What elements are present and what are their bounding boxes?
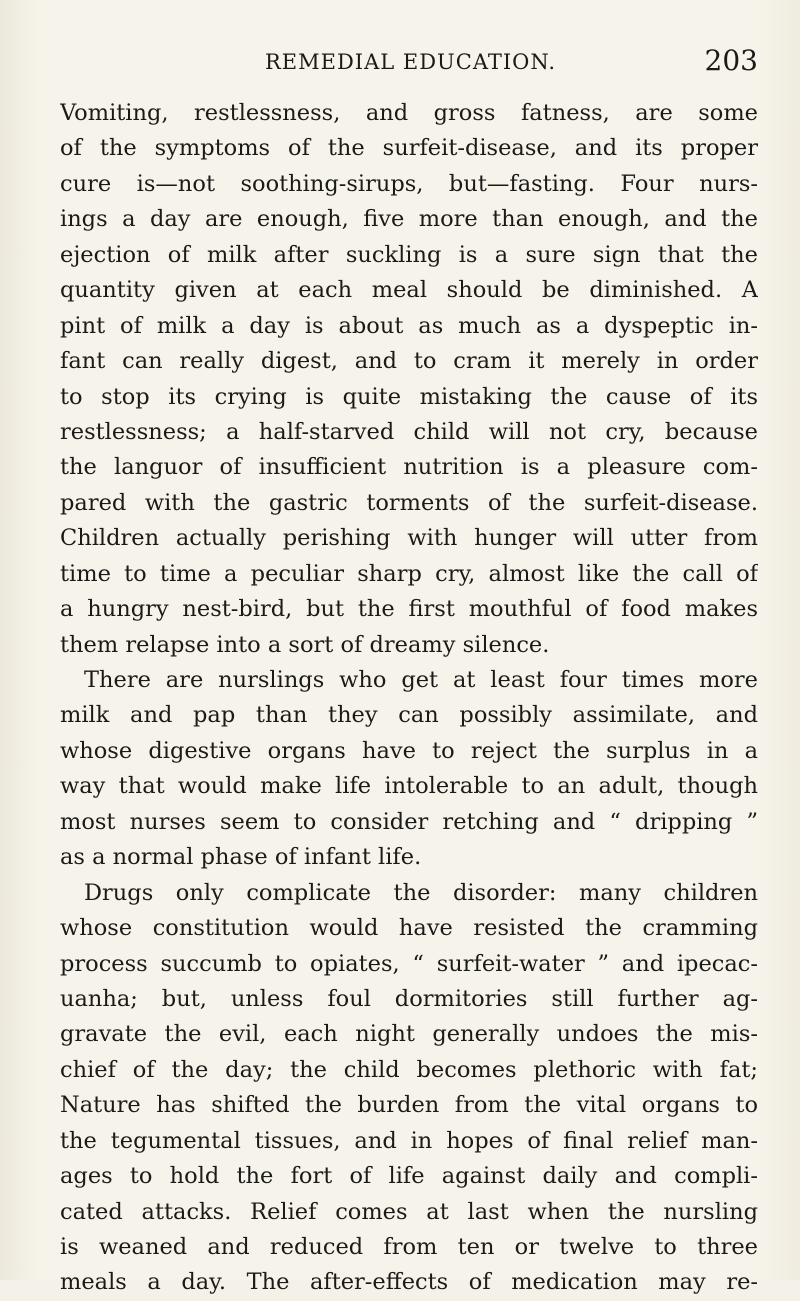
text-line: them relapse into a sort of dreamy silence.	[60, 631, 550, 658]
text-line: gravate the evil, each night generally undoes the mis-	[60, 1021, 758, 1048]
text-line: uanha; but, unless foul dormitories still further ag-	[60, 985, 758, 1012]
text-line: time to time a peculiar sharp cry, almost like the call of	[60, 560, 758, 587]
text-line: the tegumental tissues, and in hopes of final relief man-	[60, 1127, 758, 1154]
text-line: cated attacks. Relief comes at last when the nursling	[60, 1198, 758, 1225]
text-line: cure is—not soothing-sirups, but—fasting. Four nurs-	[60, 170, 758, 197]
text-line: a hungry nest-bird, but the first mouthful of food makes	[60, 596, 758, 623]
text-line: process succumb to opiates, “ surfeit-water ” and ipecac-	[60, 950, 758, 977]
text-line: Vomiting, restlessness, and gross fatness, are some	[60, 100, 758, 126]
body-text	[60, 96, 758, 1301]
text-line: pint of milk a day is about as much as a dyspeptic in-	[60, 312, 758, 339]
text-line: chief of the day; the child becomes plethoric with fat;	[60, 1056, 758, 1083]
page-number: 203	[704, 44, 758, 77]
text-line: pared with the gastric torments of the surfeit-disease.	[60, 489, 758, 516]
text-line: as a normal phase of infant life.	[60, 844, 422, 871]
text-line: meals a day. The after-effects of medication may re-	[60, 1269, 758, 1296]
running-title: REMEDIAL EDUCATION.	[265, 50, 557, 74]
text-line: Children actually perishing with hunger will utter from	[60, 525, 758, 552]
text-line: way that would make life intolerable to an adult, though	[60, 773, 758, 800]
text-line: most nurses seem to consider retching and “ dripping ”	[60, 808, 758, 835]
text-line: to stop its crying is quite mistaking the cause of its	[60, 383, 758, 410]
text-line: the languor of insufficient nutrition is a pleasure com-	[60, 454, 758, 481]
text-line: whose digestive organs have to reject the surplus in a	[60, 737, 758, 764]
text-line: whose constitution would have resisted the cramming	[60, 915, 758, 942]
text-line: ings a day are enough, five more than enough, and the	[60, 206, 758, 233]
text-line: milk and pap than they can possibly assimilate, and	[60, 702, 758, 729]
text-line: There are nurslings who get at least four times more	[84, 667, 758, 693]
text-line: ages to hold the fort of life against daily and compli-	[60, 1163, 758, 1190]
text-line: Drugs only complicate the disorder: many children	[84, 879, 758, 906]
text-line: quantity given at each meal should be diminished. A	[60, 277, 758, 304]
text-line: is weaned and reduced from ten or twelve to three	[60, 1234, 758, 1260]
text-line: Nature has shifted the burden from the vital organs to	[60, 1092, 758, 1119]
running-head	[60, 44, 758, 80]
text-line: restlessness; a half-starved child will not cry, because	[60, 418, 758, 445]
text-line: of the symptoms of the surfeit-disease, and its proper	[60, 135, 758, 162]
text-line: ejection of milk after suckling is a sure sign that the	[60, 241, 758, 268]
text-line: fant can really digest, and to cram it merely in order	[60, 348, 758, 375]
